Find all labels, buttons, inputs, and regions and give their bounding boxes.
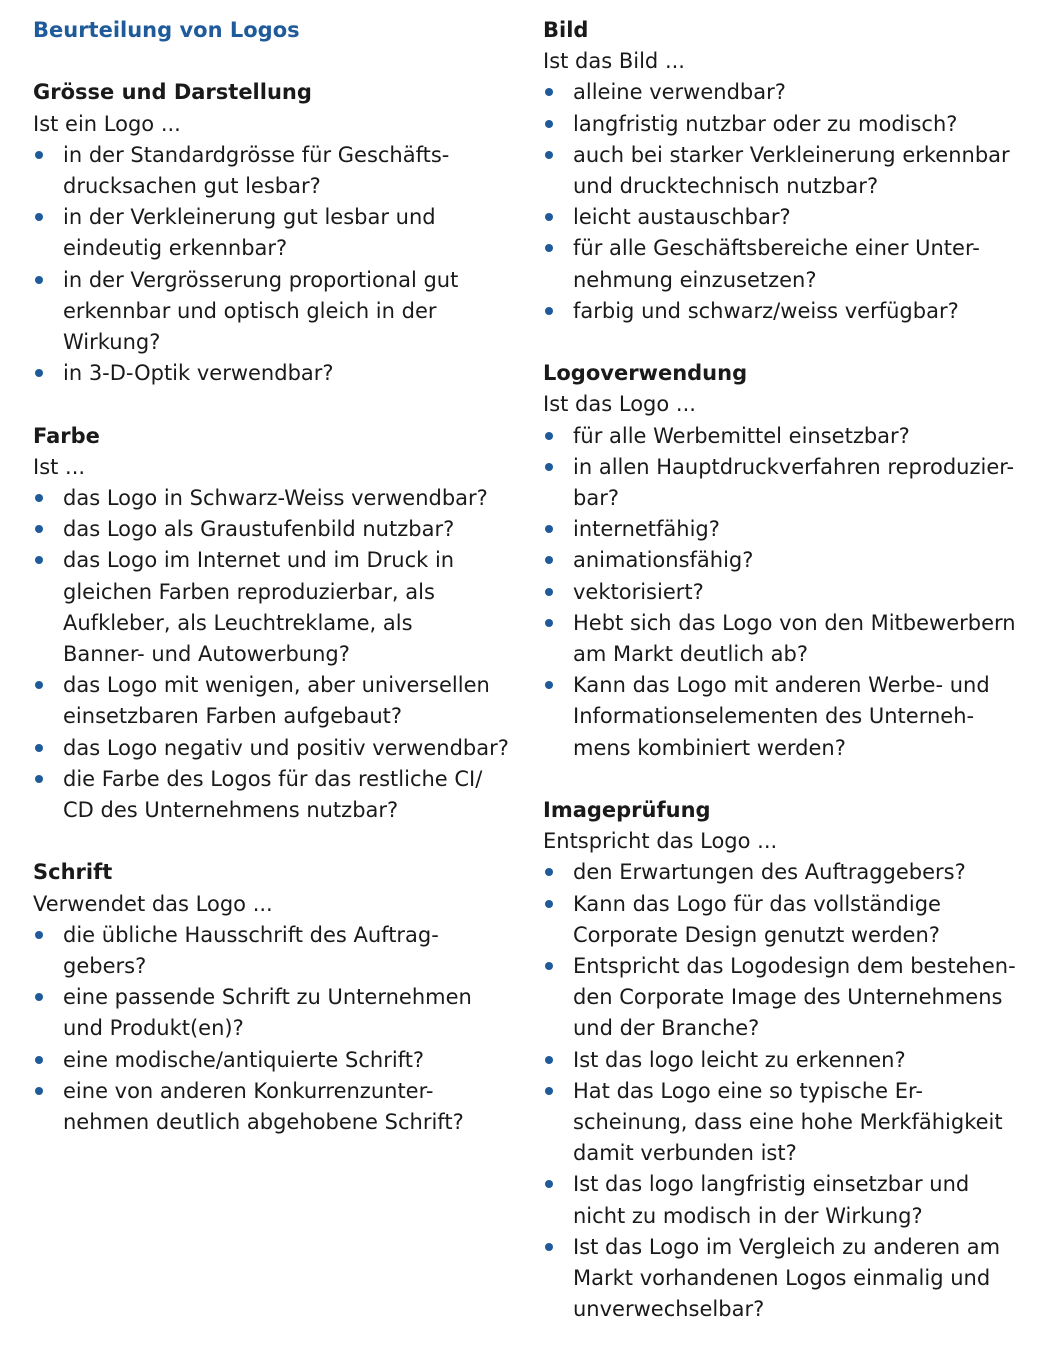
section-heading: Schrift [33,860,113,885]
checklist-item: die Farbe des Logos für das restliche CI/ CD des Unternehmens nutzbar? [33,764,513,826]
checklist-item: in 3-D-Optik verwendbar? [33,358,513,389]
right-sections [543,15,1023,1326]
section-bild [543,15,1023,327]
checklist-item: Kann das Logo für das vollständige Corporate Design genutzt werden? [543,889,1023,951]
checklist-item: das Logo in Schwarz-Weiss verwendbar? [33,483,513,514]
checklist-item: für alle Werbemittel einsetzbar? [543,421,1023,452]
checklist [33,140,513,390]
checklist-item: das Logo als Graustufenbild nutzbar? [33,514,513,545]
section-intro: Entspricht das Logo ... [543,829,778,854]
checklist-item: in der Verkleinerung gut lesbar und eindeutig erkennbar? [33,202,513,264]
checklist [33,483,513,826]
checklist-item: vektorisiert? [543,577,1023,608]
checklist-item: die übliche Hausschrift des Auftrag- gebers? [33,920,513,982]
section-farbe [33,421,513,827]
checklist-item: animationsfähig? [543,545,1023,576]
checklist-item: für alle Geschäftsbereiche einer Unter- nehmung einzusetzen? [543,233,1023,295]
checklist-item: Ist das Logo im Vergleich zu anderen am Markt vorhandenen Logos einmalig und unverwechselbar? [543,1232,1023,1326]
right-column [543,15,1023,1357]
checklist-item: in allen Hauptdruckverfahren reproduzier- bar? [543,452,1023,514]
checklist-item: in der Vergrösserung proportional gut erkennbar und optisch gleich in der Wirkung? [33,265,513,359]
section-heading: Imageprüfung [543,798,711,823]
section-heading: Farbe [33,423,100,448]
checklist-item: Ist das logo langfristig einsetzbar und nicht zu modisch in der Wirkung? [543,1169,1023,1231]
checklist-item: Hat das Logo eine so typische Er- scheinung, dass eine hohe Merkfähigkeit damit verbunden ist? [543,1076,1023,1170]
checklist-item: in der Standardgrösse für Geschäfts- drucksachen gut lesbar? [33,140,513,202]
checklist-item: Entspricht das Logodesign dem bestehen- den Corporate Image des Unternehmens und der Branche? [543,951,1023,1045]
section-logoverwendung [543,358,1023,764]
checklist-item: langfristig nutzbar oder zu modisch? [543,109,1023,140]
checklist [543,421,1023,764]
section-heading: Logoverwendung [543,361,748,386]
section-heading: Bild [543,18,589,42]
section-heading: Grösse und Darstellung [33,80,312,105]
checklist [543,857,1023,1325]
section-schrift [33,857,513,1138]
checklist-item: eine passende Schrift zu Unternehmen und Produkt(en)? [33,982,513,1044]
checklist-item: das Logo im Internet und im Druck in gleichen Farben reproduzierbar, als Aufkleber, als Leuchtreklame, als Banner- und Autowerbung? [33,545,513,670]
section-intro: Ist ... [33,454,86,479]
left-column [33,15,513,1169]
checklist-item: das Logo mit wenigen, aber universellen einsetzbaren Farben aufgebaut? [33,670,513,732]
section-intro: Ist das Bild ... [543,49,685,74]
checklist-item: Hebt sich das Logo von den Mitbewerbern am Markt deutlich ab? [543,608,1023,670]
checklist-item: farbig und schwarz/weiss verfügbar? [543,296,1023,327]
section-groesse-und-darstellung [33,77,513,389]
section-intro: Ist ein Logo ... [33,111,181,136]
section-intro: Verwendet das Logo ... [33,891,273,916]
checklist [33,920,513,1138]
checklist-item: auch bei starker Verkleinerung erkennbar und drucktechnisch nutzbar? [543,140,1023,202]
checklist-item: leicht austauschbar? [543,202,1023,233]
checklist-item: das Logo negativ und positiv verwendbar? [33,733,513,764]
checklist-item: alleine verwendbar? [543,77,1023,108]
left-sections [33,77,513,1138]
checklist-item: den Erwartungen des Auftraggebers? [543,857,1023,888]
checklist-item: internetfähig? [543,514,1023,545]
checklist-item: eine modische/antiquierte Schrift? [33,1045,513,1076]
checklist-item: eine von anderen Konkurrenzunter- nehmen deutlich abgehobene Schrift? [33,1076,513,1138]
section-intro: Ist das Logo ... [543,392,696,417]
document-title: Beurteilung von Logos [33,18,300,42]
checklist-item: Ist das logo leicht zu erkennen? [543,1045,1023,1076]
checklist-item: Kann das Logo mit anderen Werbe- und Informationselementen des Unterneh- mens kombiniert werden? [543,670,1023,764]
section-imagepruefung [543,795,1023,1325]
checklist [543,77,1023,327]
